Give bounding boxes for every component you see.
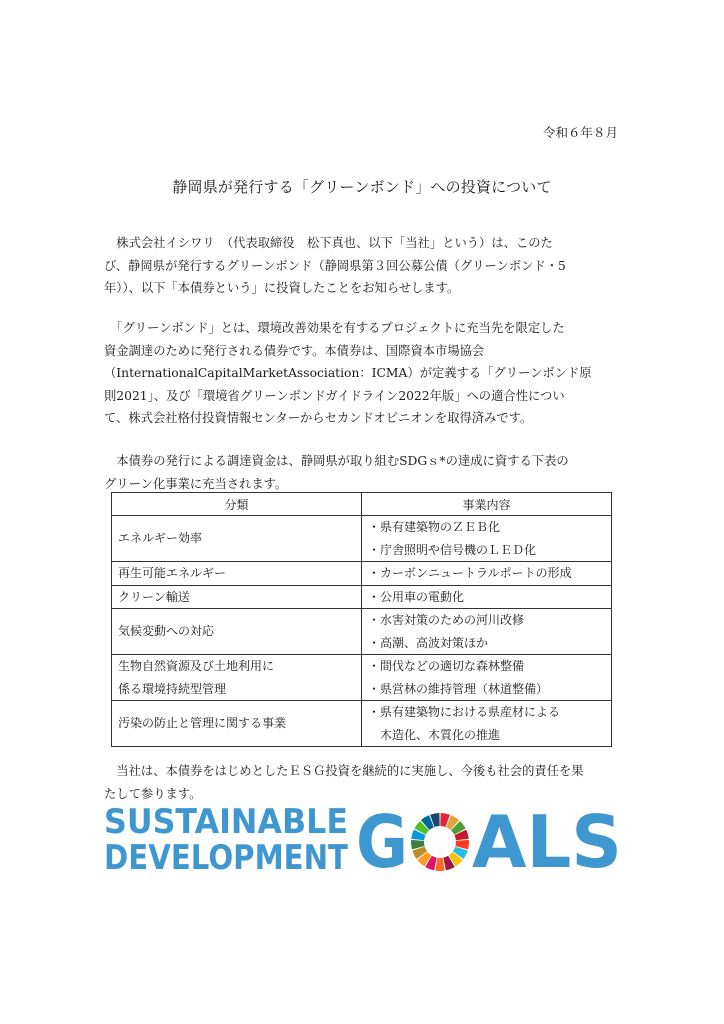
column-header-content: 事業内容 bbox=[362, 493, 612, 516]
category-text: 気候変動への対応 bbox=[118, 624, 215, 639]
content-item: ・間伐などの適切な森林整備 bbox=[368, 659, 525, 673]
text-line: グリーン化事業に充当されます。 bbox=[104, 476, 288, 491]
content-cell bbox=[362, 701, 612, 747]
content-item: ・公用車の電動化 bbox=[368, 589, 465, 604]
category-text: エネルギー効率 bbox=[118, 531, 203, 546]
category-text: 汚染の防止と管理に関する事業 bbox=[118, 716, 287, 731]
content-cell bbox=[362, 655, 612, 701]
sdg-logo-line1: SUSTAINABLE bbox=[104, 803, 348, 842]
table-row bbox=[112, 562, 612, 586]
sdg-logo-goals-g: G bbox=[356, 803, 408, 873]
content-item: ・カーボンニュートラルポートの形成 bbox=[368, 566, 572, 580]
category-cell bbox=[112, 516, 362, 562]
text-line: （InternationalCapitalMarketAssociation：ICMA）が定義する「グリーンボンド原 bbox=[104, 366, 592, 380]
text-line: 本債券の発行による調達資金は、静岡県が取り組むSDGｓ*の達成に資する下表の bbox=[104, 454, 569, 468]
category-cell bbox=[112, 562, 362, 586]
category-cell bbox=[112, 585, 362, 609]
content-item: ・水害対策のための河川改修 bbox=[368, 613, 525, 627]
text-line: 「グリーンボンド」とは、環境改善効果を有するプロジェクトに充当先を限定した bbox=[104, 321, 565, 335]
content-item: 木造化、木質化の推進 bbox=[368, 727, 501, 742]
category-text: 生物自然資源及び土地利用に bbox=[118, 659, 275, 673]
text-line: て、株式会社格付投資情報センターからセカンドオピニオンを取得済みです。 bbox=[104, 411, 533, 425]
text-line: 株式会社イシワリ （代表取締役 松下真也、以下「当社」という）は、このた bbox=[104, 236, 553, 250]
table-row bbox=[112, 701, 612, 747]
intro-paragraph bbox=[104, 232, 624, 300]
content-cell bbox=[362, 609, 612, 655]
content-cell bbox=[362, 562, 612, 586]
sdg-logo-line2: DEVELOPMENT bbox=[104, 838, 349, 873]
content-item: ・県有建築物のＺＥＢ化 bbox=[368, 520, 501, 534]
content-cell bbox=[362, 516, 612, 562]
document-date: 令和６年８月 bbox=[542, 125, 618, 140]
category-text: クリーン輸送 bbox=[118, 589, 190, 604]
sdg-logo-goals-als: ALS bbox=[472, 803, 622, 873]
table-row bbox=[112, 516, 612, 562]
fund-usage-paragraph bbox=[104, 450, 624, 495]
table-row bbox=[112, 609, 612, 655]
table-header-row bbox=[112, 493, 612, 516]
sdg-color-wheel-icon bbox=[411, 813, 469, 871]
category-cell bbox=[112, 701, 362, 747]
text-line: び、静岡県が発行するグリーンボンド（静岡県第３回公募公債（グリーンボンド・5 bbox=[104, 258, 566, 273]
table-row bbox=[112, 585, 612, 609]
table-row bbox=[112, 655, 612, 701]
category-cell bbox=[112, 655, 362, 701]
category-text: 再生可能エネルギー bbox=[118, 566, 227, 580]
content-item: ・庁舎照明や信号機のＬＥＤ化 bbox=[368, 542, 537, 557]
green-bond-definition-paragraph bbox=[104, 317, 624, 430]
document-title: 静岡県が発行する「グリーンボンド」への投資について bbox=[172, 178, 552, 196]
content-item: ・県営林の維持管理（林道整備） bbox=[368, 681, 549, 696]
sdg-wheel-segment bbox=[435, 858, 445, 871]
text-line: たして参ります。 bbox=[104, 786, 202, 801]
sdg-logo-text bbox=[104, 803, 622, 873]
content-item: ・県有建築物における県産材による bbox=[368, 705, 561, 719]
column-header-category: 分類 bbox=[112, 493, 362, 516]
category-cell bbox=[112, 609, 362, 655]
sdg-logo bbox=[104, 803, 624, 873]
text-line: 則2021」、及び「環境省グリーンボンドガイドライン2022年版」への適合性につい bbox=[104, 388, 565, 403]
text-line: 年））、以下「本債券という」に投資したことをお知らせします。 bbox=[104, 281, 460, 295]
content-cell bbox=[362, 585, 612, 609]
text-line: 資金調達のために発行される債券です。本債券は、国際資本市場協会 bbox=[104, 343, 485, 358]
content-item: ・高潮、高波対策ほか bbox=[368, 635, 489, 650]
category-text: 係る環境持続型管理 bbox=[118, 681, 227, 696]
text-line: 当社は、本債券をはじめとしたＥＳＧ投資を継続的に実施し、今後も社会的責任を果 bbox=[104, 764, 584, 778]
green-projects-table bbox=[111, 492, 612, 747]
closing-paragraph bbox=[104, 760, 624, 805]
